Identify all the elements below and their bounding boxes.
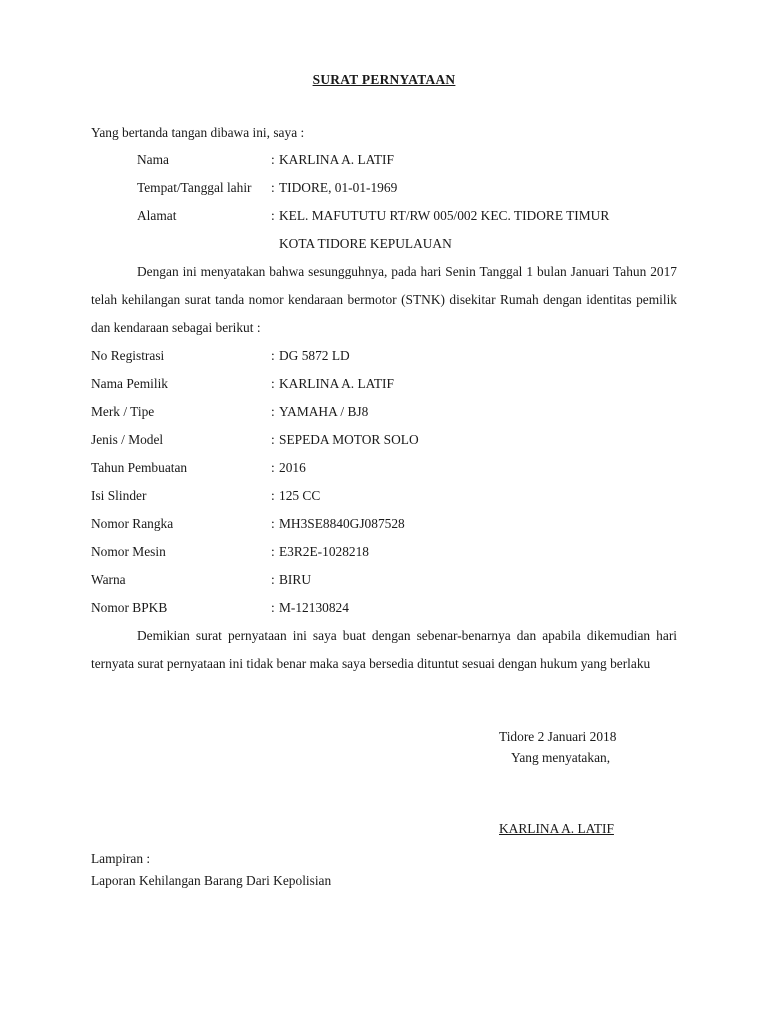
vehicle-label: Jenis / Model	[91, 432, 164, 447]
vehicle-value: MH3SE8840GJ087528	[279, 516, 405, 531]
vehicle-value: BIRU	[279, 572, 311, 587]
identity-label: Nama	[137, 152, 169, 167]
colon-separator: :	[271, 404, 275, 419]
vehicle-label: Merk / Tipe	[91, 404, 155, 419]
signature-name: KARLINA A. LATIF	[499, 821, 614, 836]
vehicle-value: E3R2E-1028218	[279, 544, 370, 559]
vehicle-label: Nama Pemilik	[91, 376, 168, 391]
identity-value: KEL. MAFUTUTU RT/RW 005/002 KEC. TIDORE TIMUR	[279, 208, 610, 223]
vehicle-value: 2016	[279, 460, 306, 475]
colon-separator: :	[271, 152, 275, 167]
signature-statement: Yang menyatakan,	[511, 750, 611, 765]
statement-paragraph: Dengan ini menyatakan bahwa sesungguhnya, pada hari Senin Tanggal 1 bulan Januari Tahun 2017 telah kehilangan surat tanda nomor kendaraan bermotor (STNK) disekitar Rumah dengan identitas pemilik dan kendaraan sebagai berikut :	[91, 264, 677, 335]
identity-label: Alamat	[137, 208, 177, 223]
colon-separator: :	[271, 488, 275, 503]
colon-separator: :	[271, 544, 275, 559]
colon-separator: :	[271, 516, 275, 531]
signature-place-date: Tidore 2 Januari 2018	[499, 729, 617, 744]
colon-separator: :	[271, 460, 275, 475]
document-title: SURAT PERNYATAAN	[312, 72, 456, 87]
vehicle-value: KARLINA A. LATIF	[279, 376, 394, 391]
vehicle-label: Isi Slinder	[91, 488, 147, 503]
intro-text: Yang bertanda tangan dibawa ini, saya :	[91, 125, 305, 140]
colon-separator: :	[271, 572, 275, 587]
closing-paragraph: Demikian surat pernyataan ini saya buat dengan sebenar-benarnya dan apabila dikemudian hari ternyata surat pernyataan ini tidak benar maka saya bersedia dituntut sesuai dengan hukum yang berlaku	[91, 628, 677, 671]
vehicle-value: DG 5872 LD	[279, 348, 350, 363]
colon-separator: :	[271, 180, 275, 195]
vehicle-label: Nomor Rangka	[91, 516, 174, 531]
vehicle-value: SEPEDA MOTOR SOLO	[279, 432, 419, 447]
attachment-label: Lampiran :	[91, 851, 151, 866]
vehicle-value: M-12130824	[279, 600, 349, 615]
address-line-2: KOTA TIDORE KEPULAUAN	[279, 236, 452, 251]
identity-value: KARLINA A. LATIF	[279, 152, 394, 167]
identity-label: Tempat/Tanggal lahir	[137, 180, 252, 195]
attachment-text: Laporan Kehilangan Barang Dari Kepolisian	[91, 873, 332, 888]
vehicle-label: Nomor Mesin	[91, 544, 166, 559]
identity-value: TIDORE, 01-01-1969	[279, 180, 398, 195]
vehicle-label: Tahun Pembuatan	[91, 460, 188, 475]
colon-separator: :	[271, 208, 275, 223]
vehicle-label: No Registrasi	[91, 348, 165, 363]
colon-separator: :	[271, 600, 275, 615]
colon-separator: :	[271, 432, 275, 447]
vehicle-label: Warna	[91, 572, 126, 587]
colon-separator: :	[271, 348, 275, 363]
vehicle-label: Nomor BPKB	[91, 600, 168, 615]
colon-separator: :	[271, 376, 275, 391]
vehicle-value: YAMAHA / BJ8	[279, 404, 369, 419]
vehicle-value: 125 CC	[279, 488, 321, 503]
